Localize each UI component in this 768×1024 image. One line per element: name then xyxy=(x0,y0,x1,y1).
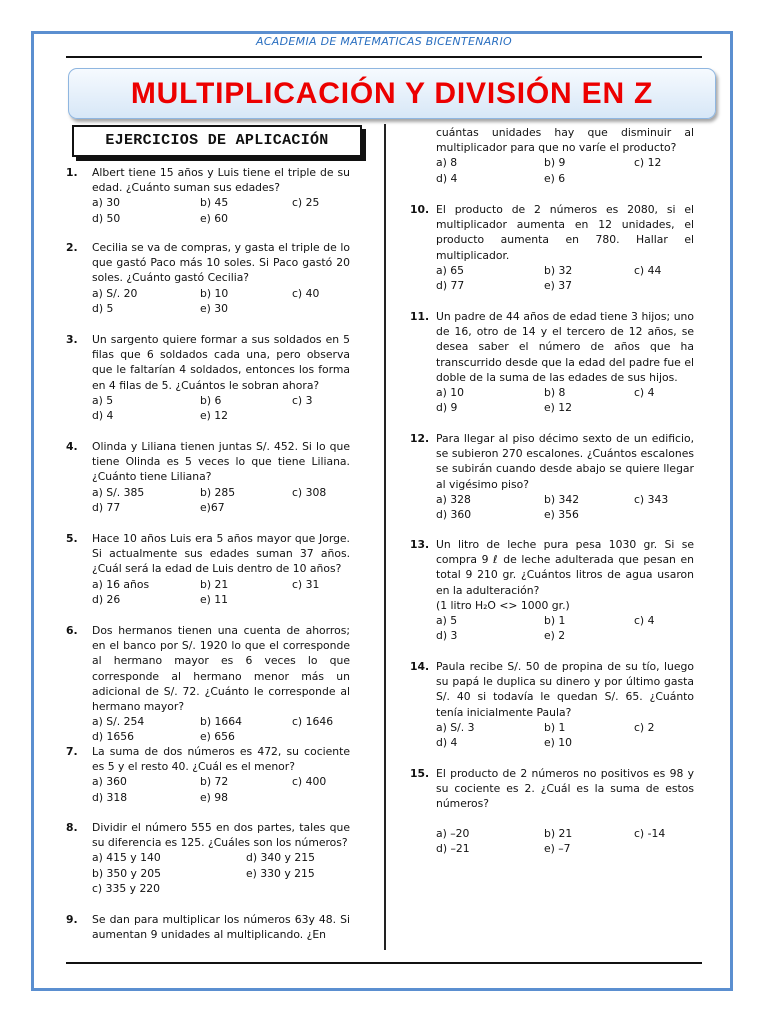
option: b) 21 xyxy=(544,826,573,840)
option-row xyxy=(92,195,350,210)
option: b) 6 xyxy=(200,393,222,407)
problem-number: 13. xyxy=(410,538,430,551)
option: b) 45 xyxy=(200,196,229,210)
statement-line: Paula recibe S/. 50 de propina de su tío, luego su papá le duplica su dinero y por último gasta S/. 40 si todavía le quedan S/. 65. ¿Cuánto tenía inicialmente Paula? xyxy=(436,660,694,719)
spacer xyxy=(410,812,694,826)
answer-options xyxy=(436,385,694,415)
problem-9 xyxy=(66,912,350,942)
option: d) 1656 xyxy=(92,730,134,744)
option: c) 25 xyxy=(292,196,320,210)
option: e) 6 xyxy=(544,171,566,185)
option: c) 40 xyxy=(292,286,320,300)
option: b) 10 xyxy=(200,286,229,300)
problem-statement xyxy=(436,659,694,720)
option: a) 360 xyxy=(92,775,127,789)
problem-statement xyxy=(92,744,350,774)
statement-line: Olinda y Liliana tienen juntas S/. 452. Si lo que tiene Olinda es 5 veces lo que tiene Liliana. ¿Cuánto tiene Liliana? xyxy=(92,440,350,484)
option: a) 65 xyxy=(436,263,464,277)
answer-options xyxy=(92,714,350,744)
statement-line: Un padre de 44 años de edad tiene 3 hijos; uno de 16, otro de 14 y el tercero de 12 años, se desea saber el número de años que ha transcurrido desde que la edad del padre fue el doble de la suma de las edades de sus hijos. xyxy=(436,310,694,384)
option-row xyxy=(436,263,694,278)
problem-statement xyxy=(436,431,694,492)
option-row xyxy=(436,400,694,415)
option-row xyxy=(92,774,350,789)
problem-number: 2. xyxy=(66,241,78,254)
option: c) 335 y 220 xyxy=(92,881,161,895)
problem-3 xyxy=(66,332,350,423)
option: a) 10 xyxy=(436,386,464,400)
problem-13 xyxy=(410,537,694,643)
option-row xyxy=(92,714,350,729)
option-row xyxy=(436,826,694,841)
option: d) 77 xyxy=(92,500,121,514)
option: e) 98 xyxy=(200,790,229,804)
problem-15 xyxy=(410,766,694,856)
option-row xyxy=(92,881,350,896)
option-row xyxy=(92,577,350,592)
option: a) S/. 20 xyxy=(92,286,138,300)
option: d) 4 xyxy=(92,409,114,422)
problem-6 xyxy=(66,623,350,745)
option: b) 1664 xyxy=(200,715,242,729)
option-row xyxy=(92,500,350,515)
problem-statement xyxy=(436,537,694,613)
option: b) 21 xyxy=(200,577,229,591)
option-row xyxy=(92,729,350,744)
answer-options xyxy=(92,286,350,316)
option: e) 10 xyxy=(544,736,573,749)
problem-statement xyxy=(92,439,350,485)
problem-number: 10. xyxy=(410,203,430,216)
problem-7 xyxy=(66,744,350,805)
option-row xyxy=(92,850,350,865)
option: b) 350 y 205 xyxy=(92,866,161,880)
option: d) 3 xyxy=(436,629,458,643)
problem-number: 11. xyxy=(410,310,430,323)
problem-9-options xyxy=(436,155,694,185)
option: c) 12 xyxy=(634,156,662,170)
option: d) 26 xyxy=(92,592,121,606)
option-row xyxy=(436,155,694,170)
option: e) 656 xyxy=(200,730,235,744)
option: e) 356 xyxy=(544,508,579,521)
option: e) 60 xyxy=(200,211,229,225)
option-row xyxy=(436,507,694,522)
problem-number: 5. xyxy=(66,532,78,545)
option: e) –7 xyxy=(544,841,571,855)
statement-line: El producto de 2 números no positivos es 98 y su cociente es 2. ¿Cuál es la suma de estos números? xyxy=(436,767,694,811)
problem-number: 4. xyxy=(66,440,78,453)
academy-header: ACADEMIA DE MATEMATICAS BICENTENARIO xyxy=(256,35,512,48)
answer-options xyxy=(436,720,694,750)
option: e) 12 xyxy=(544,401,573,415)
option: d) –21 xyxy=(436,841,470,855)
option: c) 3 xyxy=(292,393,313,407)
problem-9-continuation xyxy=(410,125,694,186)
answer-options xyxy=(436,826,694,856)
option-row xyxy=(436,720,694,735)
option: c) 44 xyxy=(634,263,662,277)
problem-number: 15. xyxy=(410,767,430,780)
answer-options xyxy=(92,195,350,225)
option: a) S/. 254 xyxy=(92,715,145,729)
option: c) 4 xyxy=(634,614,655,628)
option: d) 4 xyxy=(436,171,458,185)
option: d) 9 xyxy=(436,401,458,415)
option: d) 318 xyxy=(92,790,128,804)
option-row xyxy=(92,866,350,881)
option-row xyxy=(436,385,694,400)
problem-9-continuation-text: cuántas unidades hay que disminuir al multiplicador para que no varíe el producto? xyxy=(436,126,694,155)
option-row xyxy=(436,613,694,628)
problem-number: 14. xyxy=(410,660,430,673)
problem-statement xyxy=(92,240,350,286)
problem-10 xyxy=(410,202,694,293)
option: b) 1 xyxy=(544,720,566,734)
statement-line: La suma de dos números es 472, su cociente es 5 y el resto 40. ¿Cuál es el menor? xyxy=(92,745,350,774)
problem-number: 7. xyxy=(66,745,78,758)
option-row xyxy=(436,278,694,293)
option-row xyxy=(436,171,694,186)
option: a) 328 xyxy=(436,492,471,506)
problem-statement xyxy=(92,332,350,393)
answer-options xyxy=(436,613,694,643)
problem-8 xyxy=(66,820,350,896)
option: a) S/. 385 xyxy=(92,485,145,499)
answer-options xyxy=(436,263,694,293)
option: b) 32 xyxy=(544,263,573,277)
option: c) 400 xyxy=(292,775,327,789)
answer-options xyxy=(92,393,350,423)
problem-statement xyxy=(92,165,350,195)
title-banner xyxy=(68,68,716,119)
option: c) 308 xyxy=(292,485,327,499)
option-row xyxy=(92,286,350,301)
answer-options xyxy=(92,850,350,896)
option: d) 360 xyxy=(436,508,472,521)
statement-line: Para llegar al piso décimo sexto de un edificio, se subieron 270 escalones. ¿Cuántos escalones se subirán cuando desde abajo se quiere llegar al vigésimo piso? xyxy=(436,432,694,491)
option: a) –20 xyxy=(436,826,470,840)
option: e) 330 y 215 xyxy=(246,866,315,880)
option-row xyxy=(92,485,350,500)
section-heading: EJERCICIOS DE APLICACIÓN xyxy=(72,125,362,157)
problem-number: 1. xyxy=(66,166,78,179)
statement-line: Albert tiene 15 años y Luis tiene el triple de su edad. ¿Cuánto suman sus edades? xyxy=(92,166,350,195)
problem-4 xyxy=(66,439,350,515)
statement-line: Cecilia se va de compras, y gasta el triple de lo que gastó Paco más 10 soles. Si Paco gastó 20 soles. ¿Cuánto gastó Cecilia? xyxy=(92,241,350,285)
option: e) 12 xyxy=(200,409,229,422)
option-row xyxy=(92,790,350,805)
answer-options xyxy=(92,774,350,804)
option: e) 30 xyxy=(200,301,229,315)
problem-statement xyxy=(436,309,694,385)
option: d) 340 y 215 xyxy=(246,851,315,865)
problem-number: 8. xyxy=(66,821,78,834)
problem-number: 3. xyxy=(66,333,78,346)
problem-statement xyxy=(92,912,350,942)
option: b) 72 xyxy=(200,775,229,789)
problem-statement xyxy=(92,623,350,714)
option: a) 5 xyxy=(436,614,458,628)
option-row xyxy=(436,735,694,750)
option-row xyxy=(436,492,694,507)
option: c) 4 xyxy=(634,386,655,400)
option: d) 5 xyxy=(92,301,114,315)
problem-statement xyxy=(436,766,694,812)
problem-statement xyxy=(436,202,694,263)
option: a) 415 y 140 xyxy=(92,851,161,865)
statement-line: Se dan para multiplicar los números 63y 48. Si aumentan 9 unidades al multiplicando. ¿En xyxy=(92,913,350,942)
problem-12 xyxy=(410,431,694,522)
problem-statement xyxy=(92,820,350,850)
problem-statement xyxy=(92,531,350,577)
option: e)67 xyxy=(200,500,225,514)
problem-14 xyxy=(410,659,694,750)
problem-number: 12. xyxy=(410,432,430,445)
option: b) 342 xyxy=(544,492,580,506)
statement-line: El producto de 2 números es 2080, si el multiplicador aumenta en 12 unidades, el producto aumenta en 780. Hallar el multiplicador. xyxy=(436,203,694,262)
statement-line: Un sargento quiere formar a sus soldados en 5 filas que 6 soldados cada una, pero observa que le faltarían 4 soldados, entonces los forma en 4 filas de 5. ¿Cuántos le sobran ahora? xyxy=(92,333,350,392)
problem-1 xyxy=(66,165,350,226)
statement-line: Dos hermanos tienen una cuenta de ahorros; en el banco por S/. 1920 lo que el corresponde al hermano mayor es 6 veces lo que corresponde al hermano menor más un adicional de S/. 72. ¿Cuánto le corresponde al hermano mayor? xyxy=(92,624,350,714)
option: b) 8 xyxy=(544,386,566,400)
problem-5 xyxy=(66,531,350,607)
option-row xyxy=(436,841,694,856)
option-row xyxy=(92,301,350,316)
option: b) 285 xyxy=(200,485,236,499)
problem-number: 9. xyxy=(66,913,78,926)
problem-number: 6. xyxy=(66,624,78,637)
statement-line: Un litro de leche pura pesa 1030 gr. Si se compra 9 ℓ de leche adulterada que pesan en total 9 210 gr. ¿Cuántos litros de agua usaron en la adulteración? xyxy=(436,538,694,597)
option: a) 16 años xyxy=(92,577,150,591)
statement-line: Hace 10 años Luis era 5 años mayor que Jorge. Si actualmente sus edades suman 37 años. ¿Cuál será la edad de Luis dentro de 10 años? xyxy=(92,532,350,576)
answer-options xyxy=(92,577,350,607)
option: e) 37 xyxy=(544,279,573,292)
option: a) 5 xyxy=(92,393,114,407)
option: c) 343 xyxy=(634,492,669,506)
page-title: MULTIPLICACIÓN Y DIVISIÓN EN Z xyxy=(130,77,654,110)
statement-line: Dividir el número 555 en dos partes, tales que su diferencia es 125. ¿Cuáles son los números? xyxy=(92,821,350,850)
option-row xyxy=(92,592,350,607)
option: e) 2 xyxy=(544,629,566,643)
problem-11 xyxy=(410,309,694,415)
option: d) 4 xyxy=(436,736,458,749)
option: b) 9 xyxy=(544,156,566,170)
option: d) 77 xyxy=(436,279,465,292)
statement-line: (1 litro H₂O <> 1000 gr.) xyxy=(436,598,570,612)
option: d) 50 xyxy=(92,211,121,225)
option: c) -14 xyxy=(634,826,666,840)
option: a) S/. 3 xyxy=(436,720,475,734)
option-row xyxy=(92,408,350,423)
problem-2 xyxy=(66,240,350,316)
option: a) 8 xyxy=(436,156,458,170)
option: c) 2 xyxy=(634,720,655,734)
option: a) 30 xyxy=(92,196,120,210)
answer-options xyxy=(436,492,694,522)
column-divider xyxy=(384,124,386,950)
option: e) 11 xyxy=(200,592,229,606)
option: c) 31 xyxy=(292,577,320,591)
option: b) 1 xyxy=(544,614,566,628)
footer-rule xyxy=(66,962,702,964)
option-row xyxy=(92,211,350,226)
option-row xyxy=(436,628,694,643)
option-row xyxy=(92,393,350,408)
header-rule xyxy=(66,56,702,58)
option: c) 1646 xyxy=(292,715,334,729)
answer-options xyxy=(92,485,350,515)
